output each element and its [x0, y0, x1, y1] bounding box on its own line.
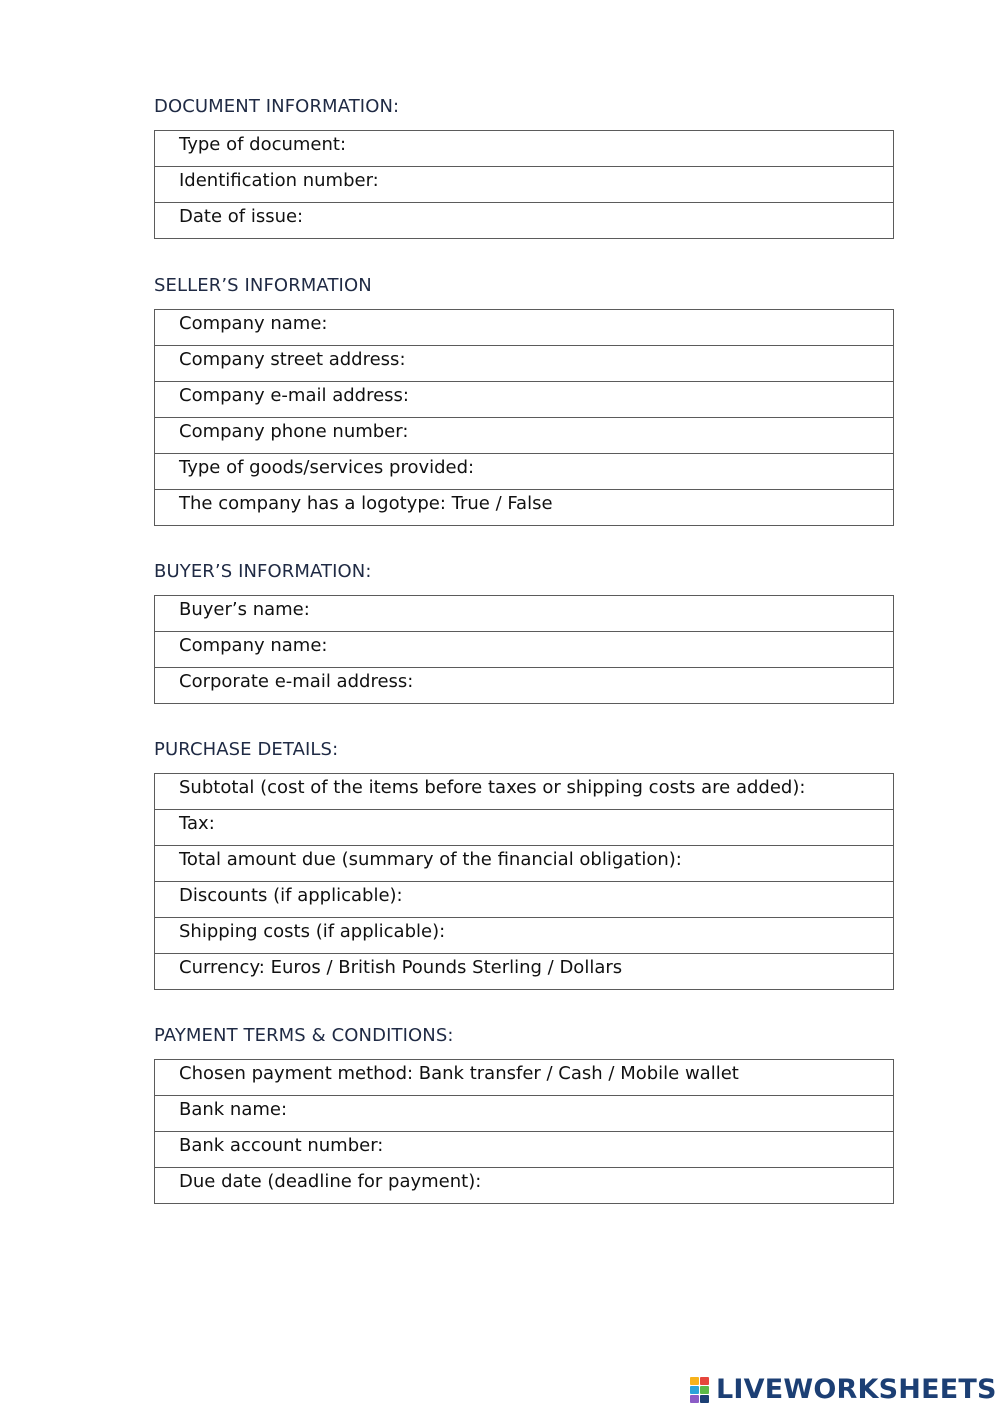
- logo-block: [700, 1377, 709, 1385]
- field-label: Corporate e-mail address:: [179, 671, 414, 692]
- logo-text: LIVEWORKSHEETS: [716, 1374, 997, 1405]
- field-label: Shipping costs (if applicable):: [179, 921, 446, 942]
- form-row[interactable]: [155, 918, 893, 954]
- liveworksheets-logo: [690, 1372, 997, 1408]
- section-title: BUYER’S INFORMATION:: [154, 561, 372, 582]
- field-label: Due date (deadline for payment):: [179, 1171, 482, 1192]
- field-label: Date of issue:: [179, 206, 304, 227]
- field-label: Company street address:: [179, 349, 406, 370]
- field-label: Tax:: [179, 813, 215, 834]
- field-label: Company name:: [179, 313, 328, 334]
- field-label: Identification number:: [179, 170, 379, 191]
- logo-block: [700, 1395, 709, 1403]
- field-label: Total amount due (summary of the financial obligation):: [179, 849, 682, 870]
- form-row[interactable]: [155, 131, 893, 167]
- field-label: Bank name:: [179, 1099, 288, 1120]
- form-row[interactable]: [155, 454, 893, 490]
- field-label: Bank account number:: [179, 1135, 384, 1156]
- section-title: PURCHASE DETAILS:: [154, 739, 339, 760]
- form-row[interactable]: [155, 596, 893, 632]
- section-title: SELLER’S INFORMATION: [154, 275, 372, 296]
- form-row[interactable]: [155, 1168, 893, 1204]
- form-table: [154, 309, 894, 526]
- form-row[interactable]: [155, 490, 893, 526]
- form-row[interactable]: [155, 810, 893, 846]
- form-table: [154, 1059, 894, 1204]
- form-row[interactable]: [155, 1132, 893, 1168]
- form-table: [154, 130, 894, 239]
- form-row[interactable]: [155, 382, 893, 418]
- form-row[interactable]: [155, 954, 893, 990]
- logo-block: [690, 1386, 699, 1394]
- form-row[interactable]: [155, 1096, 893, 1132]
- logo-block: [690, 1395, 699, 1403]
- field-label: Currency: Euros / British Pounds Sterling / Dollars: [179, 957, 623, 978]
- logo-block: [690, 1377, 699, 1385]
- form-row[interactable]: [155, 774, 893, 810]
- form-row[interactable]: [155, 846, 893, 882]
- field-label: Buyer’s name:: [179, 599, 310, 620]
- form-row[interactable]: [155, 668, 893, 704]
- field-label: Company phone number:: [179, 421, 409, 442]
- form-row[interactable]: [155, 1060, 893, 1096]
- form-table: [154, 773, 894, 990]
- form-row[interactable]: [155, 310, 893, 346]
- field-label: Company e-mail address:: [179, 385, 409, 406]
- section-title: PAYMENT TERMS & CONDITIONS:: [154, 1025, 454, 1046]
- field-label: Chosen payment method: Bank transfer / Cash / Mobile wallet: [179, 1063, 739, 1084]
- logo-blocks-icon: [690, 1377, 710, 1403]
- form-row[interactable]: [155, 346, 893, 382]
- logo-block: [700, 1386, 709, 1394]
- form-row[interactable]: [155, 882, 893, 918]
- section-title: DOCUMENT INFORMATION:: [154, 96, 400, 117]
- form-row[interactable]: [155, 632, 893, 668]
- field-label: Subtotal (cost of the items before taxes or shipping costs are added):: [179, 777, 806, 798]
- field-label: Company name:: [179, 635, 328, 656]
- form-row[interactable]: [155, 203, 893, 239]
- field-label: The company has a logotype: True / False: [179, 493, 553, 514]
- field-label: Type of document:: [179, 134, 347, 155]
- field-label: Type of goods/services provided:: [179, 457, 475, 478]
- form-row[interactable]: [155, 418, 893, 454]
- form-table: [154, 595, 894, 704]
- field-label: Discounts (if applicable):: [179, 885, 403, 906]
- form-row[interactable]: [155, 167, 893, 203]
